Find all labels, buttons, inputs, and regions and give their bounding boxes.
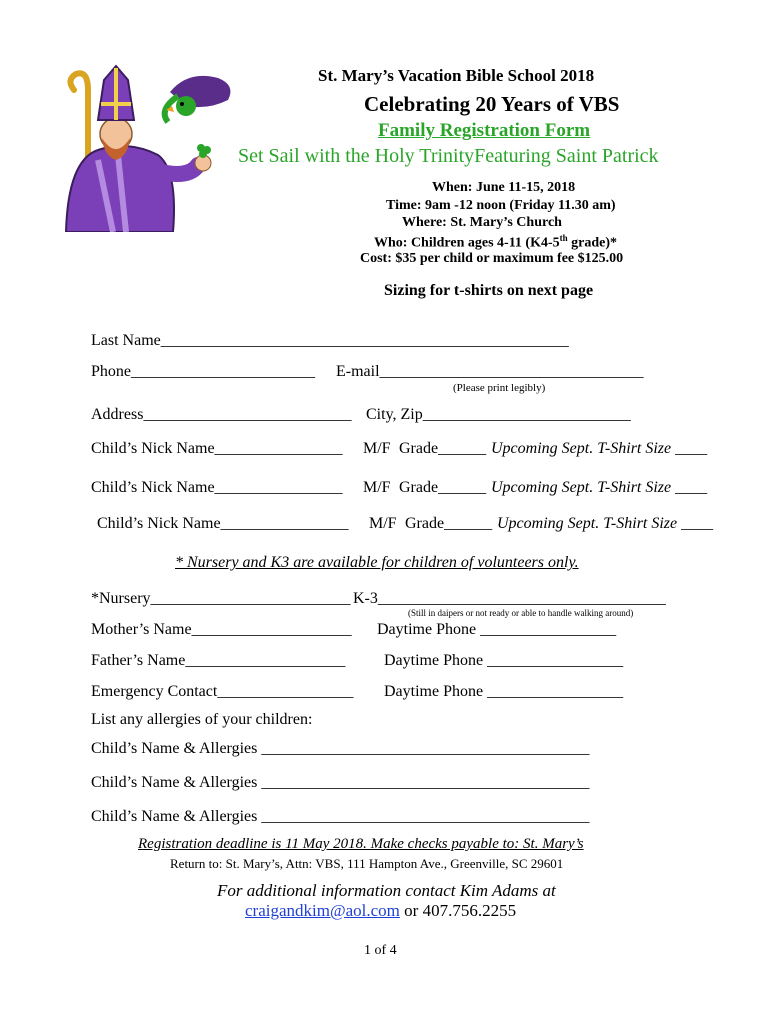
emergency-daytime-phone-field[interactable]: Daytime Phone _________________: [384, 683, 624, 700]
last-name-field[interactable]: Last Name___________________________________________________: [91, 332, 569, 349]
contact-line: For additional information contact Kim Adams at: [217, 881, 556, 900]
child-nick-name-label: Child’s Nick Name: [97, 515, 221, 532]
contact-email-link[interactable]: craigandkim@aol.com: [245, 901, 400, 920]
child-mf[interactable]: M/F: [369, 515, 397, 532]
event-who: [374, 233, 617, 252]
event-who-sup: th: [559, 233, 568, 243]
form-title: Family Registration Form: [378, 120, 591, 141]
child-row[interactable]: [91, 479, 343, 497]
phone-field[interactable]: Phone_______________________: [91, 363, 315, 380]
child-mf[interactable]: M/F: [363, 440, 391, 457]
theme-title: Set Sail with the Holy TrinityFeaturing Saint Patrick: [238, 145, 659, 167]
child-row[interactable]: [97, 515, 349, 533]
allergies-heading: List any allergies of your children:: [91, 711, 313, 728]
emergency-contact-field[interactable]: Emergency Contact_________________: [91, 683, 354, 700]
allergy-field[interactable]: Child’s Name & Allergies _________________________________________: [91, 740, 590, 757]
child-grade[interactable]: Grade______: [399, 479, 487, 496]
event-time: Time: 9am -12 noon (Friday 11.30 am): [386, 198, 616, 213]
return-address: Return to: St. Mary’s, Attn: VBS, 111 Hampton Ave., Greenville, SC 29601: [170, 856, 564, 871]
k3-field[interactable]: K-3____________________________________: [353, 590, 666, 607]
child-nick-name-blank[interactable]: ________________: [214, 440, 343, 457]
child-tshirt[interactable]: [491, 440, 707, 458]
saint-patrick-with-parrot-icon: [58, 60, 240, 232]
child-tshirt[interactable]: [491, 479, 707, 497]
contact-phone: or 407.756.2255: [399, 901, 517, 920]
celebrating-title: Celebrating 20 Years of VBS: [364, 92, 620, 116]
tshirt-blank[interactable]: ____: [681, 515, 714, 532]
child-grade[interactable]: Grade______: [405, 515, 493, 532]
diaper-note: (Still in daipers or not ready or able to handle walking around): [408, 608, 634, 618]
event-who-suffix: grade)*: [567, 235, 618, 251]
child-grade[interactable]: Grade______: [399, 440, 487, 457]
child-nick-name-label: Child’s Nick Name: [91, 479, 215, 496]
address-field[interactable]: Address__________________________: [91, 406, 352, 423]
sizing-note: Sizing for t-shirts on next page: [384, 282, 594, 299]
child-row[interactable]: [91, 440, 343, 458]
nursery-field[interactable]: *Nursery_________________________: [91, 590, 351, 607]
school-title: St. Mary’s Vacation Bible School 2018: [318, 66, 595, 85]
child-tshirt[interactable]: [497, 515, 713, 533]
father-daytime-phone-field[interactable]: Daytime Phone _________________: [384, 652, 624, 669]
nursery-note: * Nursery and K3 are available for children of volunteers only.: [175, 554, 579, 571]
print-note: (Please print legibly): [453, 382, 546, 394]
mother-name-field[interactable]: Mother’s Name____________________: [91, 621, 352, 638]
allergy-field[interactable]: Child’s Name & Allergies _________________________________________: [91, 808, 590, 825]
event-cost: Cost: $35 per child or maximum fee $125.00: [360, 251, 624, 266]
event-who-prefix: Who: Children ages 4-11 (K4-5: [374, 235, 560, 251]
child-nick-name-label: Child’s Nick Name: [91, 440, 215, 457]
event-when: When: June 11-15, 2018: [432, 180, 576, 195]
city-zip-field[interactable]: City, Zip__________________________: [366, 406, 631, 423]
tshirt-label: Upcoming Sept. T-Shirt Size: [497, 515, 678, 532]
registration-deadline: Registration deadline is 11 May 2018. Make checks payable to: St. Mary’s: [138, 836, 584, 852]
page-number: 1 of 4: [364, 943, 397, 958]
contact-info: [245, 901, 516, 921]
tshirt-label: Upcoming Sept. T-Shirt Size: [491, 440, 672, 457]
tshirt-label: Upcoming Sept. T-Shirt Size: [491, 479, 672, 496]
email-field[interactable]: E-mail_________________________________: [336, 363, 644, 380]
child-mf[interactable]: M/F: [363, 479, 391, 496]
tshirt-blank[interactable]: ____: [675, 479, 708, 496]
father-name-field[interactable]: Father’s Name____________________: [91, 652, 346, 669]
tshirt-blank[interactable]: ____: [675, 440, 708, 457]
child-nick-name-blank[interactable]: ________________: [214, 479, 343, 496]
child-nick-name-blank[interactable]: ________________: [220, 515, 349, 532]
mother-daytime-phone-field[interactable]: Daytime Phone _________________: [377, 621, 617, 638]
allergy-field[interactable]: Child’s Name & Allergies _________________________________________: [91, 774, 590, 791]
event-where: Where: St. Mary’s Church: [402, 215, 562, 230]
